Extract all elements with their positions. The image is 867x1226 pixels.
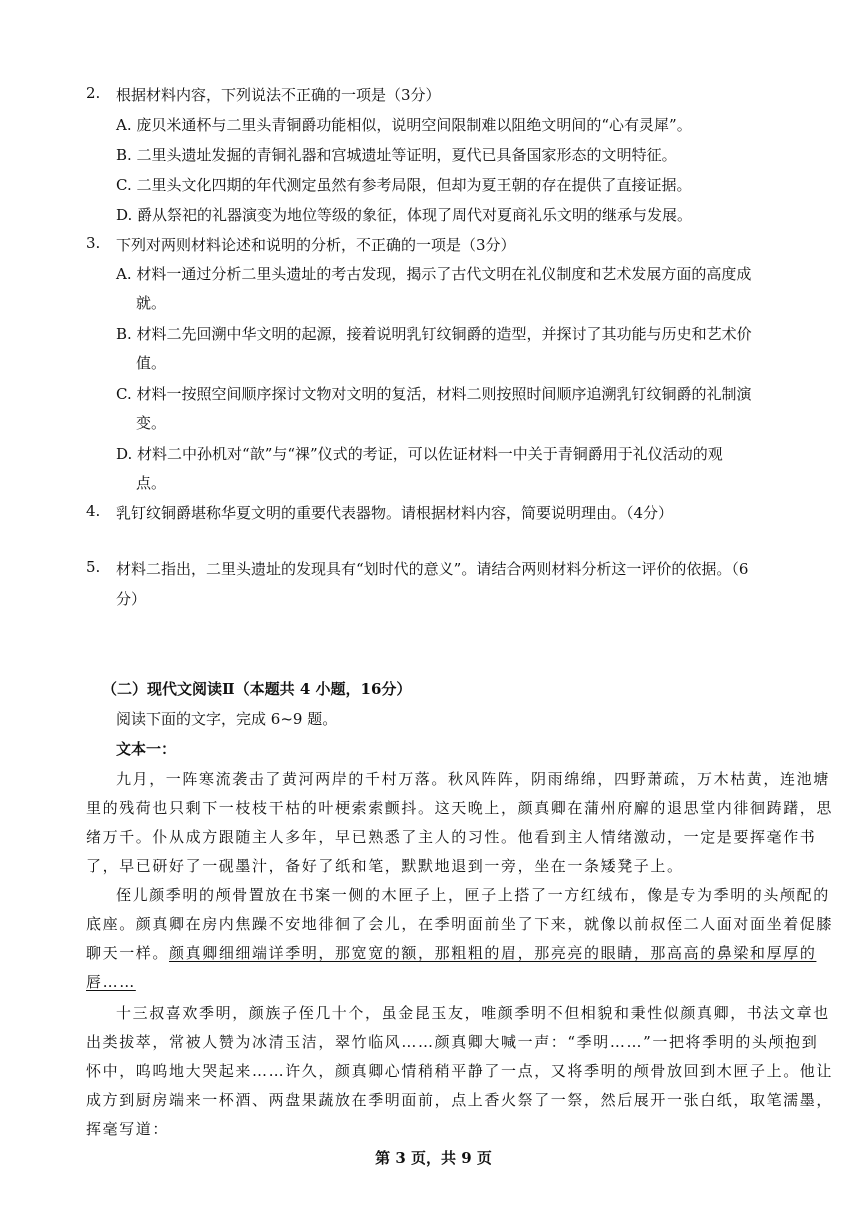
question-4-number: 4. (86, 502, 101, 520)
question-5-text: 材料二指出，二里头遗址的发现具有“划时代的意义”。请结合两则材料分析这一评价的依据。（6 (116, 560, 749, 578)
question-3-text: 下列对两则材料论述和说明的分析，不正确的一项是（3分） (116, 236, 516, 254)
passage-line: 九月，一阵寒流袭击了黄河两岸的千村万落。秋风阵阵，阴雨绵绵，四野萧疏，万木枯黄，连池塘 (116, 770, 830, 788)
question-3-option-a-cont: 就。 (136, 294, 167, 312)
passage-text: 聊天一样。 (86, 944, 170, 962)
question-2-option-c: C. 二里头文化四期的年代测定虽然有参考局限，但却为夏王朝的存在提供了直接证据。 (116, 176, 692, 194)
question-3-option-a: A. 材料一通过分析二里头遗址的考古发现，揭示了古代文明在礼仪制度和艺术发展方面的高度成 (116, 265, 752, 283)
question-3-option-b-cont: 值。 (136, 354, 167, 372)
passage-line (86, 942, 816, 963)
section-instruction: 阅读下面的文字，完成 6~9 题。 (116, 710, 338, 728)
passage-line: 了，早已研好了一砚墨汁，备好了纸和笔，默默地退到一旁，坐在一条矮凳子上。 (86, 857, 684, 875)
passage-line: 怀中，呜呜地大哭起来……许久，颜真卿心情稍稍平静了一点，又将季明的颅骨放回到木匣子上。他让 (86, 1062, 834, 1080)
passage-line: 底座。颜真卿在房内焦躁不安地徘徊了会儿，在季明面前坐了下来，就像以前叔侄二人面对面坐着促膝 (86, 915, 834, 933)
question-2-option-d: D. 爵从祭祀的礼器演变为地位等级的象征，体现了周代对夏商礼乐文明的继承与发展。 (116, 206, 693, 224)
question-3-option-d-cont: 点。 (136, 474, 167, 492)
passage-line: 出类拔萃，常被人赞为冰清玉洁，翠竹临风……颜真卿大喊一声：“季明……”一把将季明的头颅抱到 (86, 1033, 819, 1051)
question-2-number: 2. (86, 84, 101, 102)
question-3-option-d: D. 材料二中孙机对“歆”与“祼”仪式的考证，可以佐证材料一中关于青铜爵用于礼仪活动的观 (116, 445, 723, 463)
passage-line: 侄儿颜季明的颅骨置放在书案一侧的木匣子上，匣子上搭了一方红绒布，像是专为季明的头颅配的 (116, 886, 830, 904)
text-one-label: 文本一： (116, 740, 177, 758)
passage-line: 挥毫写道： (86, 1120, 170, 1138)
question-3-number: 3. (86, 234, 101, 252)
question-2-option-a: A. 庞贝米通杯与二里头青铜爵功能相似，说明空间限制难以阻绝文明间的“心有灵犀”。 (116, 116, 692, 134)
question-4-text: 乳钉纹铜爵堪称华夏文明的重要代表器物。请根据材料内容，简要说明理由。（4分） (116, 504, 674, 522)
question-2-option-b: B. 二里头遗址发掘的青铜礼器和宫城遗址等证明，夏代已具备国家形态的文明特征。 (116, 146, 677, 164)
question-5-text-cont: 分） (116, 590, 147, 608)
question-3-option-b: B. 材料二先回溯中华文明的起源，接着说明乳钉纹铜爵的造型，并探讨了其功能与历史和艺术价 (116, 325, 752, 343)
question-2-text: 根据材料内容，下列说法不正确的一项是（3分） (116, 86, 441, 104)
question-5-number: 5. (86, 558, 101, 576)
passage-line: 十三叔喜欢季明，颜族子侄几十个，虽金昆玉友，唯颜季明不但相貌和秉性似颜真卿，书法文章也 (116, 1004, 830, 1022)
passage-line: 绪万千。仆从成方跟随主人多年，早已熟悉了主人的习性。他看到主人情绪激动，一定是要挥毫作书 (86, 828, 817, 846)
page-footer: 第 3 页，共 9 页 (375, 1149, 492, 1167)
passage-line: 里的残荷也只剩下一枝枝干枯的叶梗索索颤抖。这天晚上，颜真卿在蒲州府廨的退思堂内徘徊踌躇，思 (86, 799, 834, 817)
question-3-option-c-cont: 变。 (136, 414, 167, 432)
passage-line: 成方到厨房端来一杯酒、两盘果蔬放在季明面前，点上香火祭了一祭，然后展开一张白纸，取笔濡墨， (86, 1091, 834, 1109)
underlined-passage-text: 颜真卿细细端详季明，那宽宽的额，那粗粗的眉，那亮亮的眼睛，那高高的鼻梁和厚厚的 (169, 944, 817, 962)
section-heading: （二）现代文阅读Ⅱ（本题共 4 小题，16分） (102, 680, 412, 698)
question-3-option-c: C. 材料一按照空间顺序探讨文物对文明的复活，材料二则按照时间顺序追溯乳钉纹铜爵的礼制演 (116, 385, 752, 403)
underlined-passage-text-cont: 唇…… (86, 973, 136, 991)
